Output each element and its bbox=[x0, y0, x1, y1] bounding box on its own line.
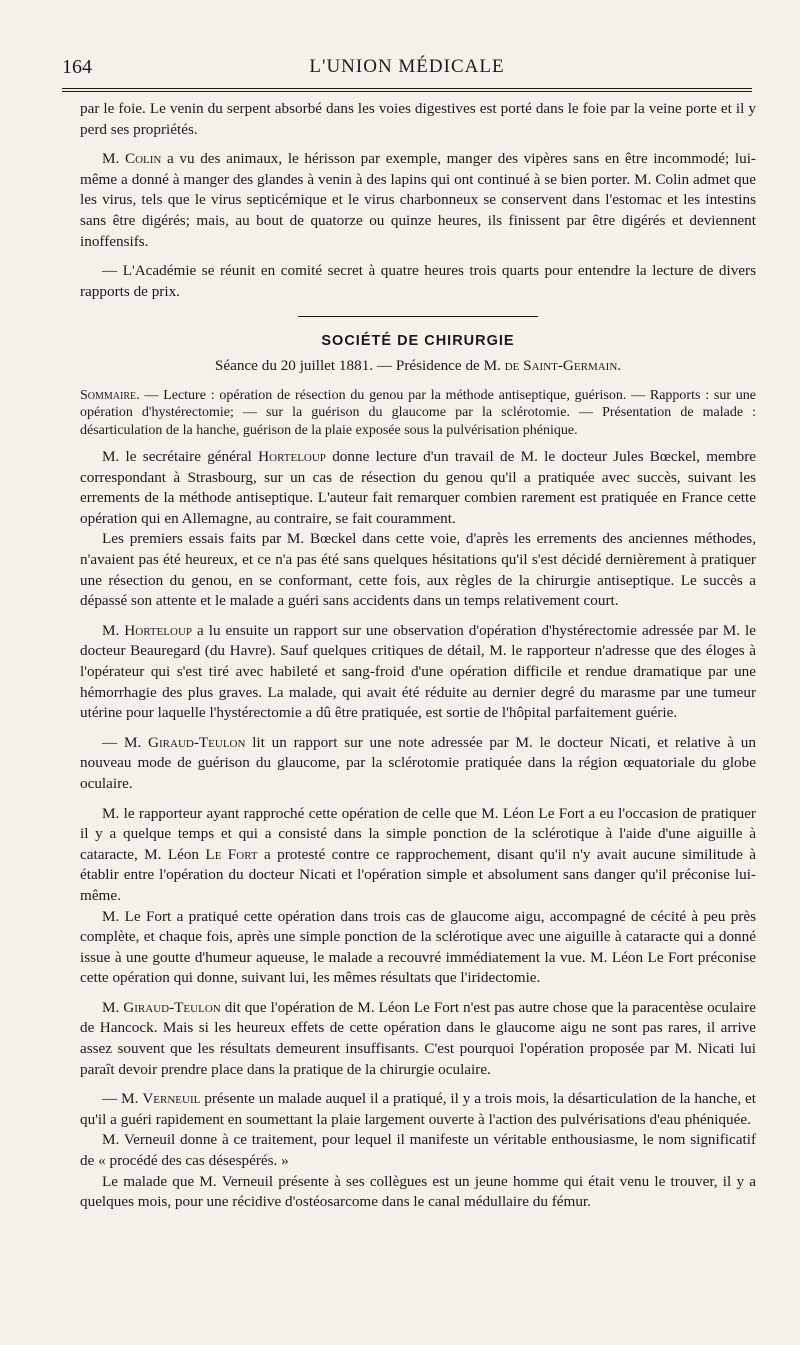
paragraph-boeckel-result: Les premiers essais faits par M. Bœckel dans cette voie, d'après les errements des anciennes méthodes, n'avaient pas été heureux, et ce n'a pas été sans quelques hésitations qu'il s'est décidé dernièrement à pratiquer une résection du genou, en se conformant, cette fois, aux règles de la chirurgie antiseptique. Le succès a dépassé son attente et le malade a guéri sans accidents dans un temps relativement court. bbox=[80, 530, 756, 610]
session-line: Séance du 20 juillet 1881. — Présidence de M. de Saint-Germain. bbox=[214, 356, 622, 374]
paragraph-glaucoma-report: — M. Giraud-Teulon lit un rapport sur une note adressée par M. le docteur Nicati, et relative à un nouveau mode de guérison du glaucome, par la sclérotomie pratiquée dans la région œquatoriale du globe oculaire. bbox=[80, 733, 756, 792]
running-title: L'UNION MÉDICALE bbox=[309, 56, 505, 77]
page-header bbox=[62, 56, 752, 84]
paragraph-le-fort-protest: M. le rapporteur ayant rapproché cette opération de celle que M. Léon Le Fort a eu l'occasion de pratiquer il y a quelque temps et qui a consisté dans la simple ponction de la sclérotique à l'aide d'une aiguille à cataracte, M. Léon Le Fort a protesté contre ce rapprochement, disant qu'il n'y avait aucune similitude à établir entre l'opération du docteur Nicati et l'opération simple et absolument sans danger qu'il préconise lui-même. bbox=[80, 804, 756, 904]
paragraph-hysterectomy: M. Horteloup a lu ensuite un rapport sur une observation d'opération d'hystérectomie adressée par M. le docteur Beauregard (du Havre). Sauf quelques critiques de détail, M. le rapporteur n'adresse que des éloges à l'opérateur qui s'est tiré avec habileté et sang-froid d'une opération difficile et rendue dramatique par une hémorrhagie des plus graves. La malade, qui avait été réduite au dernier degré du marasme par une tumeur utérine pour laquelle l'hystérectomie a dû être pratiquée, est sortie de l'hôpital parfaitement guérie. bbox=[80, 621, 756, 722]
page-number: 164 bbox=[62, 56, 92, 78]
paragraph-verneuil-patient: Le malade que M. Verneuil présente à ses collègues est un jeune homme qui était venu le trouver, il y a quelques mois, pour une récidive d'ostéosarcome dans le canal médullaire du fémur. bbox=[80, 1172, 756, 1211]
paragraph-colin: M. Colin a vu des animaux, le hérisson par exemple, manger des vipères sans en être incommodé; lui-même a donné à manger des glandes à venin à des lapins qui ont continué à se bien porter. M. Colin admet que les virus, tels que le virus septicémique et le virus charbonneux se conservent dans l'estomac et les intestins sans être digérés; mais, au bout de quatorze ou quinze heures, ils finissent par être digérés et deviennent inoffensifs. bbox=[80, 150, 756, 250]
paragraph-verneuil-treatment: M. Verneuil donne à ce traitement, pour lequel il manifeste un véritable enthousiasme, le nom significatif de « procédé des cas désespérés. » bbox=[80, 1131, 756, 1170]
summary: Sommaire. — Lecture : opération de résection du genou par la méthode antiseptique, guérison. — Rapports : sur une opération d'hystérectomie; — sur la guérison du glaucome par la sclérotomie. — Présentation de malade : désarticulation de la hanche, guérison de la plaie exposée sous la pulvérisation phénique. bbox=[80, 387, 756, 438]
header-rule bbox=[62, 88, 752, 92]
section-separator bbox=[298, 316, 538, 317]
paragraph-verneuil: — M. Verneuil présente un malade auquel il a pratiqué, il y a trois mois, la désarticulation de la hanche, et qu'il a guéri rapidement en soumettant la plaie largement ouverte à l'action des pulvérisations d'eau phéniquée. bbox=[80, 1090, 756, 1128]
paragraph-continuation: par le foie. Le venin du serpent absorbé dans les voies digestives est porté dans le foie par la veine porte et il y perd ses propriétés. bbox=[80, 100, 756, 138]
section-title: SOCIÉTÉ DE CHIRURGIE bbox=[321, 333, 515, 350]
paragraph-giraud-teulon: M. Giraud-Teulon dit que l'opération de M. Léon Le Fort n'est pas autre chose que la paracentèse oculaire de Hancock. Mais si les heureux effets de cette opération dans le glaucome aigu ne sont pas rares, il arrive assez souvent que les résultats demeurent insuffisants. C'est pourquoi l'opération proposée par M. Nicati lui paraît devoir prendre place dans la pratique de la chirurgie oculaire. bbox=[80, 998, 756, 1078]
paragraph-le-fort-cases: M. Le Fort a pratiqué cette opération dans trois cas de glaucome aigu, accompagné de cécité à peu près complète, et chaque fois, après une simple ponction de la sclérotique avec une aiguille à cataracte qui a donné issue à une goutte d'humeur aqueuse, le malade a recouvré immédiatement la vue. M. Léon Le Fort préconise cette opération qui donne, suivant lui, les mêmes résultats que l'iridectomie. bbox=[80, 907, 756, 987]
speaker-name: M. Colin bbox=[102, 150, 162, 168]
summary-label: Sommaire. bbox=[80, 387, 140, 403]
article-body bbox=[80, 99, 756, 1213]
paragraph-academy-closing: — L'Académie se réunit en comité secret à quatre heures trois quarts pour entendre la lecture de divers rapports de prix. bbox=[80, 262, 756, 300]
paragraph-boeckel-report: M. le secrétaire général Horteloup donne lecture d'un travail de M. le docteur Jules Bœckel, membre correspondant à Strasbourg, sur un cas de résection du genou qu'il a pratiquée avec succès, suivant les errements de la méthode antiseptique. L'auteur fait remarquer combien rarement est pratiquée en France cette opération qui en Allemagne, au contraire, se fait couramment. bbox=[80, 448, 757, 527]
